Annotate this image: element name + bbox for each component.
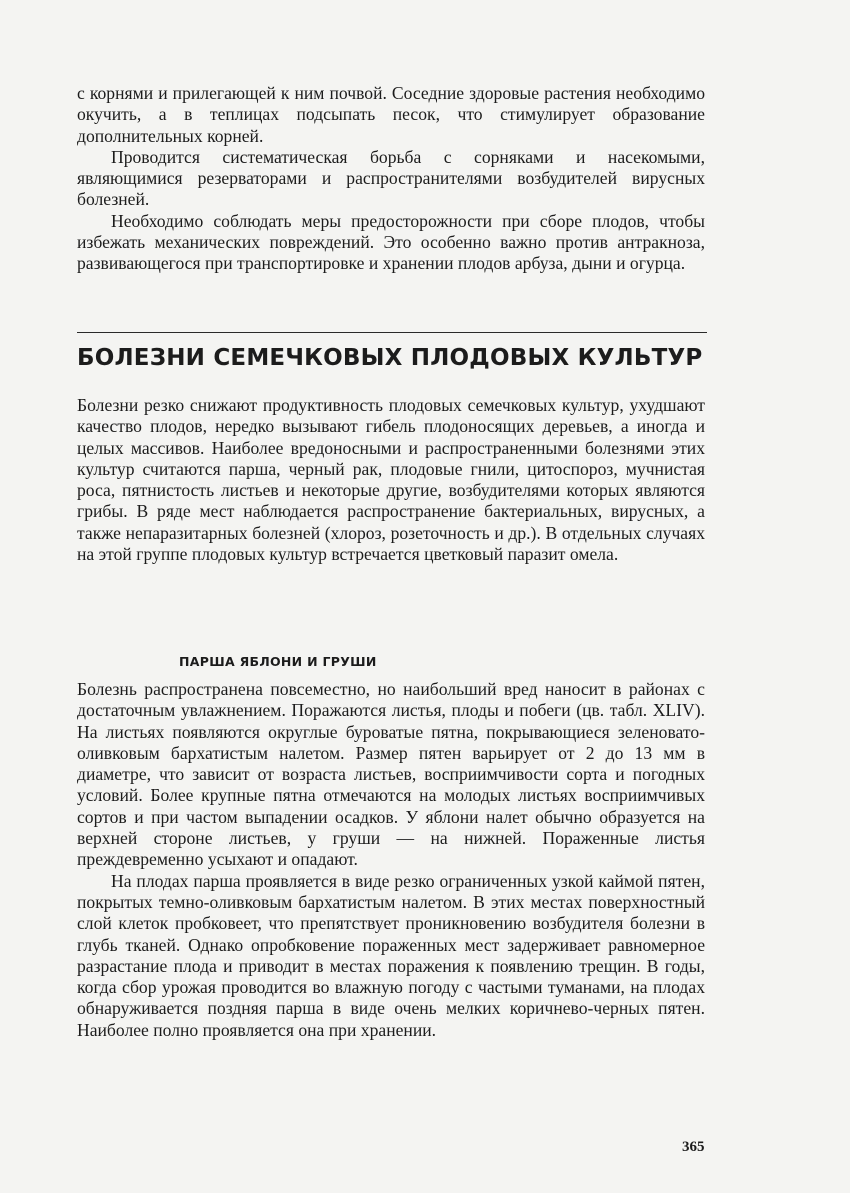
paragraph: Болезни резко снижают продуктивность плодовых семечковых культур, ухудшают качество плодов, нередко вызывают гибель плодоносящих деревьев, а иногда и целых массивов. Наиболее вредоносными и распространенными болезнями этих культур считаются парша, черный рак, плодовые гнили, цитоспороз, мучнистая роса, пятнистость листьев и некоторые другие, возбудителями которых являются грибы. В ряде мест наблюдается распространение бактериальных, вирусных, а также непаразитарных болезней (хлороз, розеточность и др.). В отдельных случаях на этой группе плодовых культур встречается цветковый паразит омела. (77, 395, 705, 565)
paragraph: Необходимо соблюдать меры предосторожности при сборе плодов, чтобы избежать механических повреждений. Это особенно важно против антракноза, развивающегося при транспортировке и хранении плодов арбуза, дыни и огурца. (77, 210, 705, 274)
section-intro-block (77, 395, 705, 565)
paragraph: Проводится систематическая борьба с сорняками и насекомыми, являющимися резерваторами и распространителями возбудителей вирусных болезней. (77, 146, 705, 210)
page-number: 365 (682, 1139, 705, 1155)
subsection-heading: ПАРША ЯБЛОНИ И ГРУШИ (179, 654, 377, 669)
paragraph: с корнями и прилегающей к ним почвой. Соседние здоровые растения необходимо окучить, а в теплицах подсыпать песок, что стимулирует образование дополнительных корней. (77, 83, 705, 146)
paragraph: На плодах парша проявляется в виде резко ограниченных узкой каймой пятен, покрытых темно-оливковым бархатистым налетом. В этих местах поверхностный слой клеток пробковеет, что препятствует проникновению возбудителя болезни в глубь тканей. Однако опробковение пораженных мест задерживает равномерное разрастание плода и приводит в местах поражения к появлению трещин. В годы, когда сбор урожая проводится во влажную погоду с частыми туманами, на плодах обнаруживается поздняя парша в виде очень мелких коричнево-черных пятен. Наиболее полно проявляется она при хранении. (77, 870, 705, 1040)
continued-text-block (77, 83, 705, 275)
section-divider (77, 332, 707, 333)
paragraph: Болезнь распространена повсеместно, но наибольший вред наносит в районах с достаточным увлажнением. Поражаются листья, плоды и побеги (цв. табл. XLIV). На листьях появляются округлые буроватые пятна, покрывающиеся зеленовато-оливковым бархатистым налетом. Размер пятен варьирует от 2 до 13 мм в диаметре, что зависит от возраста листьев, восприимчивости сорта и погодных условий. Более крупные пятна отмечаются на молодых листьях восприимчивых сортов и при частом выпадении осадков. У яблони налет обычно образуется на верхней стороне листьев, у груши — на нижней. Пораженные листья преждевременно усыхают и опадают. (77, 679, 705, 870)
section-heading: БОЛЕЗНИ СЕМЕЧКОВЫХ ПЛОДОВЫХ КУЛЬТУР (77, 345, 703, 371)
subsection-text-block (77, 679, 705, 1041)
